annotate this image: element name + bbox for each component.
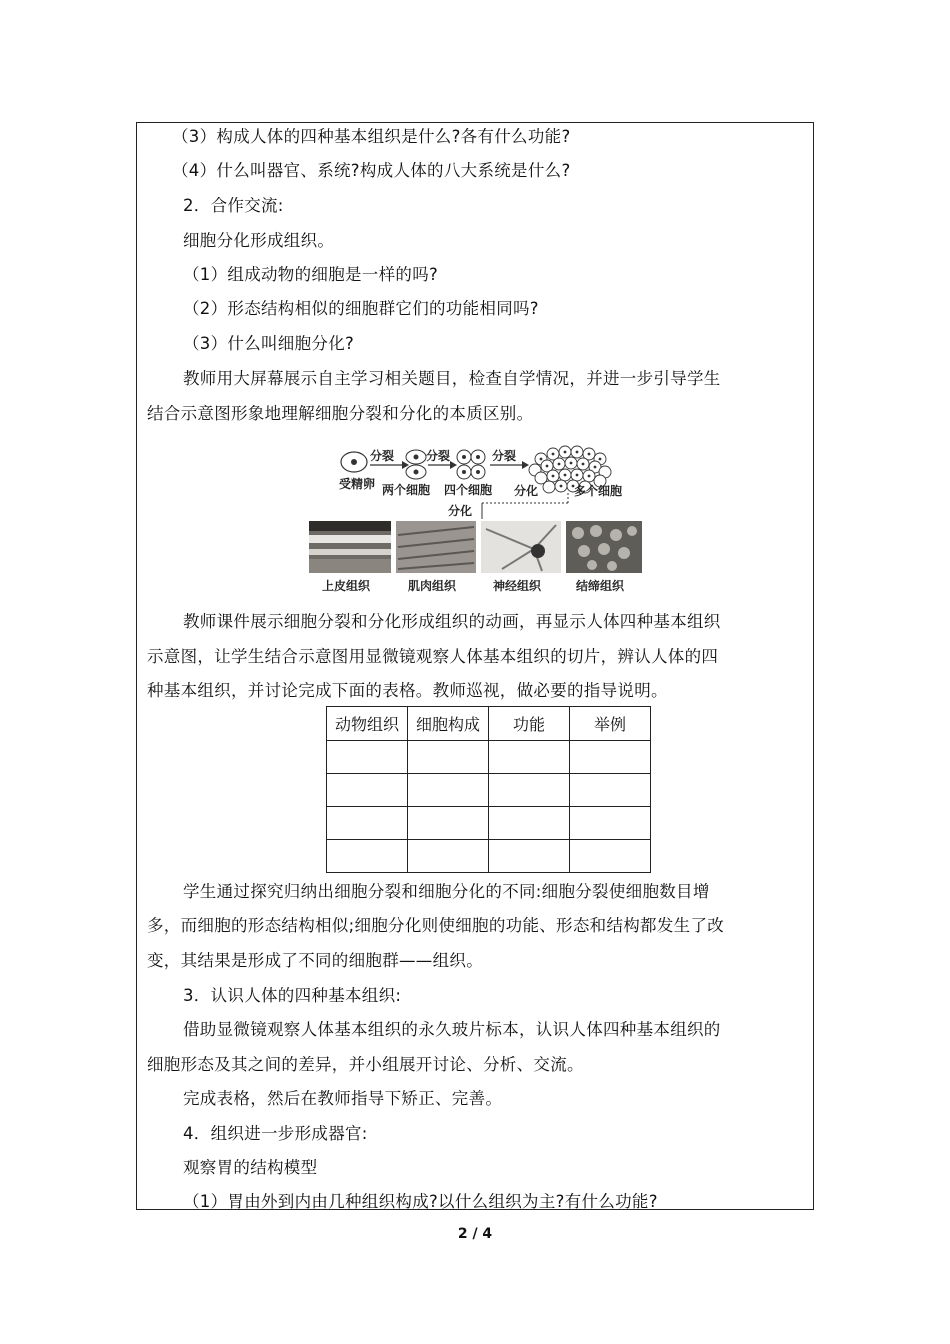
table-cell [327,840,408,873]
label-muscle-tissue: 肌肉组织 [408,579,457,593]
label-connective-tissue: 结缔组织 [576,579,625,593]
table-cell [327,741,408,774]
table-cell [489,774,570,807]
text-line: 教师课件展示细胞分裂和分化形成组织的动画，再显示人体四种基本组织 [183,612,721,631]
table-cell [489,807,570,840]
label-differentiation-2: 分化 [448,504,473,518]
text-line: （3）什么叫细胞分化? [183,334,355,353]
text-line: 完成表格，然后在教师指导下矫正、完善。 [183,1089,503,1108]
table-header: 功能 [489,707,570,741]
table-cell [408,807,489,840]
table-cell [570,774,651,807]
tissue-table [326,706,651,873]
muscle-tissue-image [396,521,476,573]
nerve-tissue-image [481,521,561,573]
table-header: 动物组织 [327,707,408,741]
label-epithelial-tissue: 上皮组织 [322,579,371,593]
table-cell [408,741,489,774]
text-line: 3．认识人体的四种基本组织: [183,986,402,1005]
two-cells [406,450,426,479]
text-line: （2）形态结构相似的细胞群它们的功能相同吗? [183,299,539,318]
text-line: （3）构成人体的四种基本组织是什么?各有什么功能? [172,127,571,146]
label-many-cells: 多个细胞 [574,484,623,498]
table-cell [408,840,489,873]
table-cell [570,741,651,774]
table-header-row [327,707,651,741]
table-cell [570,840,651,873]
table-row [327,807,651,840]
label-two-cells: 两个细胞 [382,483,431,497]
table-row [327,774,651,807]
text-line: 变，其结果是形成了不同的细胞群——组织。 [147,951,483,970]
epithelial-tissue-image [309,521,391,573]
text-line: 示意图，让学生结合示意图用显微镜观察人体基本组织的切片，辨认人体的四 [147,647,719,666]
text-line: 细胞形态及其之间的差异，并小组展开讨论、分析、交流。 [147,1055,584,1074]
text-line: 种基本组织，并讨论完成下面的表格。教师巡视，做必要的指导说明。 [147,681,668,700]
table-header: 细胞构成 [408,707,489,741]
text-line: 2．合作交流: [183,196,284,215]
text-line: （1）胃由外到内由几种组织构成?以什么组织为主?有什么功能? [183,1192,658,1211]
four-cells [457,450,485,479]
label-fertilized-egg: 受精卵 [339,477,376,491]
table-cell [327,807,408,840]
connective-tissue-image [566,521,642,573]
text-line: （1）组成动物的细胞是一样的吗? [183,265,439,284]
label-split-2: 分裂 [426,449,451,463]
table-row [327,741,651,774]
table-cell [489,741,570,774]
label-differentiation-1: 分化 [514,484,539,498]
table-cell [570,807,651,840]
label-four-cells: 四个细胞 [444,483,493,497]
label-nerve-tissue: 神经组织 [493,579,542,593]
text-line: 学生通过探究归纳出细胞分裂和细胞分化的不同:细胞分裂使细胞数目增 [183,882,710,901]
text-line: 结合示意图形象地理解细胞分裂和分化的本质区别。 [147,404,534,423]
cell-division-figure [306,445,642,597]
table-cell [327,774,408,807]
table-cell [408,774,489,807]
text-line: 教师用大屏幕展示自主学习相关题目，检查自学情况，并进一步引导学生 [183,369,721,388]
text-line: 观察胃的结构模型 [183,1158,318,1177]
text-line: 多，而细胞的形态结构相似;细胞分化则使细胞的功能、形态和结构都发生了改 [147,916,725,935]
text-line: （4）什么叫器官、系统?构成人体的八大系统是什么? [172,161,571,180]
page-number: 2 / 4 [457,1226,493,1242]
text-line: 借助显微镜观察人体基本组织的永久玻片标本，认识人体四种基本组织的 [183,1020,721,1039]
table-header: 举例 [570,707,651,741]
label-split-1: 分裂 [370,449,395,463]
text-line: 4．组织进一步形成器官: [183,1124,368,1143]
fertilized-egg-cell [341,452,367,472]
table-cell [489,840,570,873]
text-line: 细胞分化形成组织。 [183,231,335,250]
label-split-3: 分裂 [492,449,517,463]
table-row [327,840,651,873]
